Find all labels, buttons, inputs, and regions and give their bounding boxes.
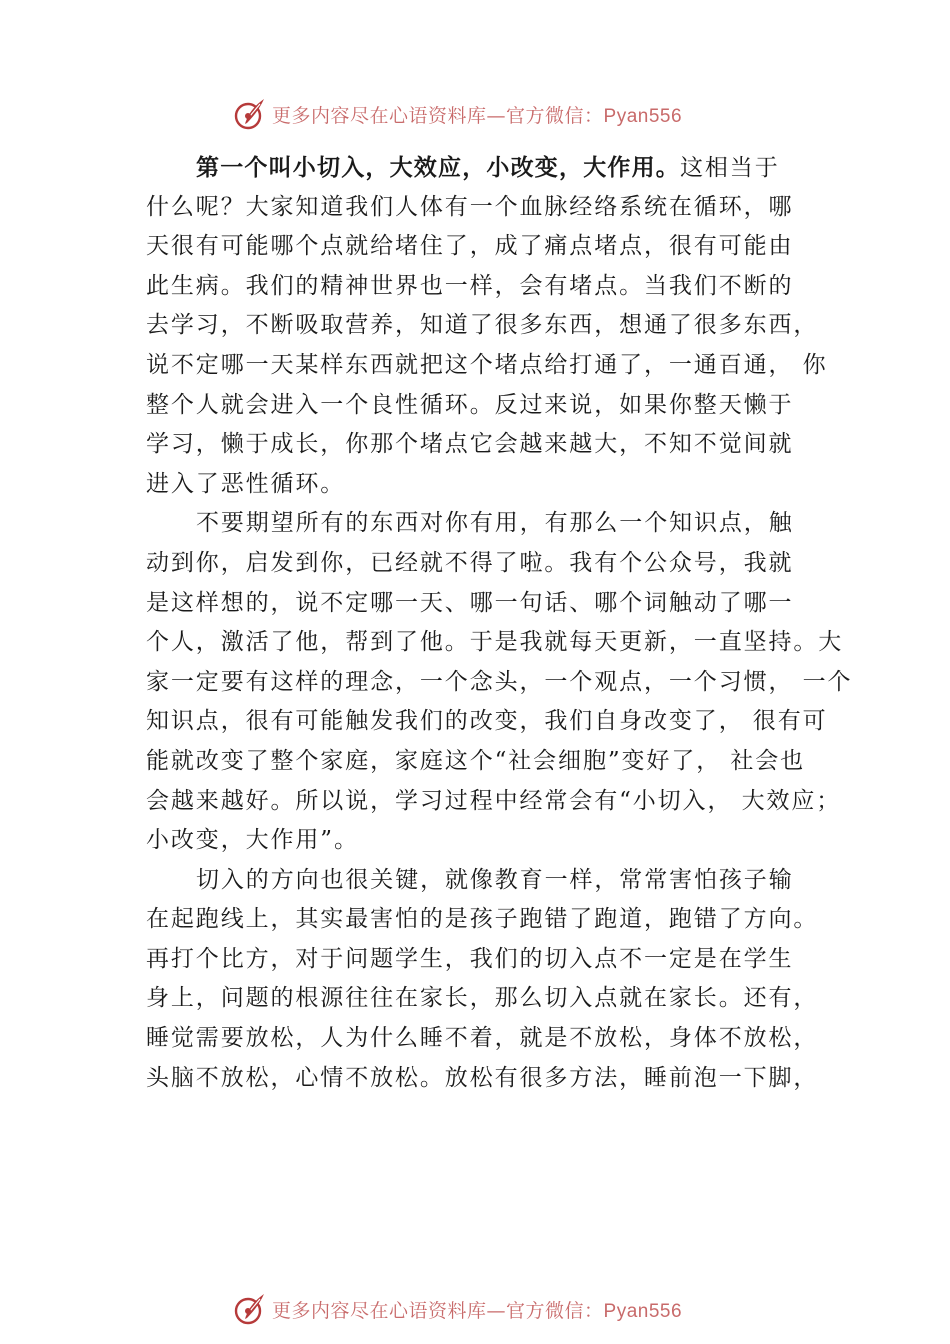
paragraph-2-line: 是这样想的，说不定哪一天、哪一句话、哪个词触动了哪一 [146, 589, 794, 616]
paragraph-3-line: 再打个比方，对于问题学生，我们的切入点不一定是在学生 [146, 945, 794, 972]
paragraph-3-line: 身上，问题的根源往往在家长，那么切入点就在家长。还有， [146, 985, 819, 1012]
paragraph-1-line: 学习，懒于成长，你那个堵点它会越来越大，不知不觉间就 [146, 431, 794, 458]
paragraph-1-line-text: 这相当于 [680, 155, 780, 181]
paragraph-3-line: 在起跑线上，其实最害怕的是孩子跑错了跑道，跑错了方向。 [146, 906, 819, 933]
paragraph-3-line: 头脑不放松，心情不放松。放松有很多方法，睡前泡一下脚， [146, 1064, 819, 1091]
paragraph-1-line-1 [146, 148, 818, 188]
paragraph-2-line: 动到你，启发到你，已经就不得了啦。我有个公众号，我就 [146, 549, 794, 576]
paragraph-1-line: 此生病。我们的精神世界也一样，会有堵点。当我们不断的 [146, 272, 794, 299]
feather-pen-logo-icon [232, 1291, 268, 1327]
header-banner [232, 94, 732, 134]
header-banner-label: 更多内容尽在心语资料库—官方微信： [272, 104, 604, 127]
document-body [146, 148, 853, 1098]
footer-banner-id: Pyan556 [603, 1300, 683, 1322]
paragraph-2-line: 家一定要有这样的理念，一个念头，一个观点，一个习惯， 一个 [146, 668, 853, 695]
paragraph-1-bold-lead: 第一个叫小切入，大效应，小改变，大作用。 [196, 154, 680, 181]
header-banner-text [272, 101, 682, 128]
paragraph-2-line: 不要期望所有的东西对你有用，有那么一个知识点，触 [196, 510, 794, 537]
header-banner-id: Pyan556 [603, 105, 683, 127]
paragraph-1-line: 天很有可能哪个点就给堵住了，成了痛点堵点，很有可能由 [146, 233, 794, 260]
paragraph-2-line: 小改变，大作用”。 [146, 827, 359, 854]
paragraph-3-line: 睡觉需要放松，人为什么睡不着，就是不放松，身体不放松， [146, 1025, 819, 1052]
paragraph-2-line: 能就改变了整个家庭，家庭这个“社会细胞”变好了， 社会也 [146, 747, 806, 774]
paragraph-1-line: 整个人就会进入一个良性循环。反过来说，如果你整天懒于 [146, 391, 794, 418]
paragraph-1-line: 进入了恶性循环。 [146, 470, 346, 497]
feather-pen-logo-icon [232, 96, 268, 132]
paragraph-3-line: 切入的方向也很关键，就像教育一样，常常害怕孩子输 [196, 866, 794, 893]
footer-banner-label: 更多内容尽在心语资料库—官方微信： [272, 1299, 604, 1322]
paragraph-2-line: 知识点，很有可能触发我们的改变，我们自身改变了， 很有可 [146, 708, 828, 735]
footer-banner [232, 1289, 732, 1329]
paragraph-1-line: 去学习，不断吸取营养，知道了很多东西，想通了很多东西， [146, 312, 819, 339]
paragraph-2-line: 个人，激活了他，帮到了他。于是我就每天更新，一直坚持。大 [146, 629, 844, 656]
paragraph-1-line: 什么呢？大家知道我们人体有一个血脉经络系统在循环，哪 [146, 193, 794, 220]
paragraph-2-line: 会越来越好。所以说，学习过程中经常会有“小切入， 大效应； [146, 787, 842, 814]
paragraph-1-line: 说不定哪一天某样东西就把这个堵点给打通了，一通百通， 你 [146, 351, 828, 378]
footer-banner-text [272, 1296, 682, 1323]
